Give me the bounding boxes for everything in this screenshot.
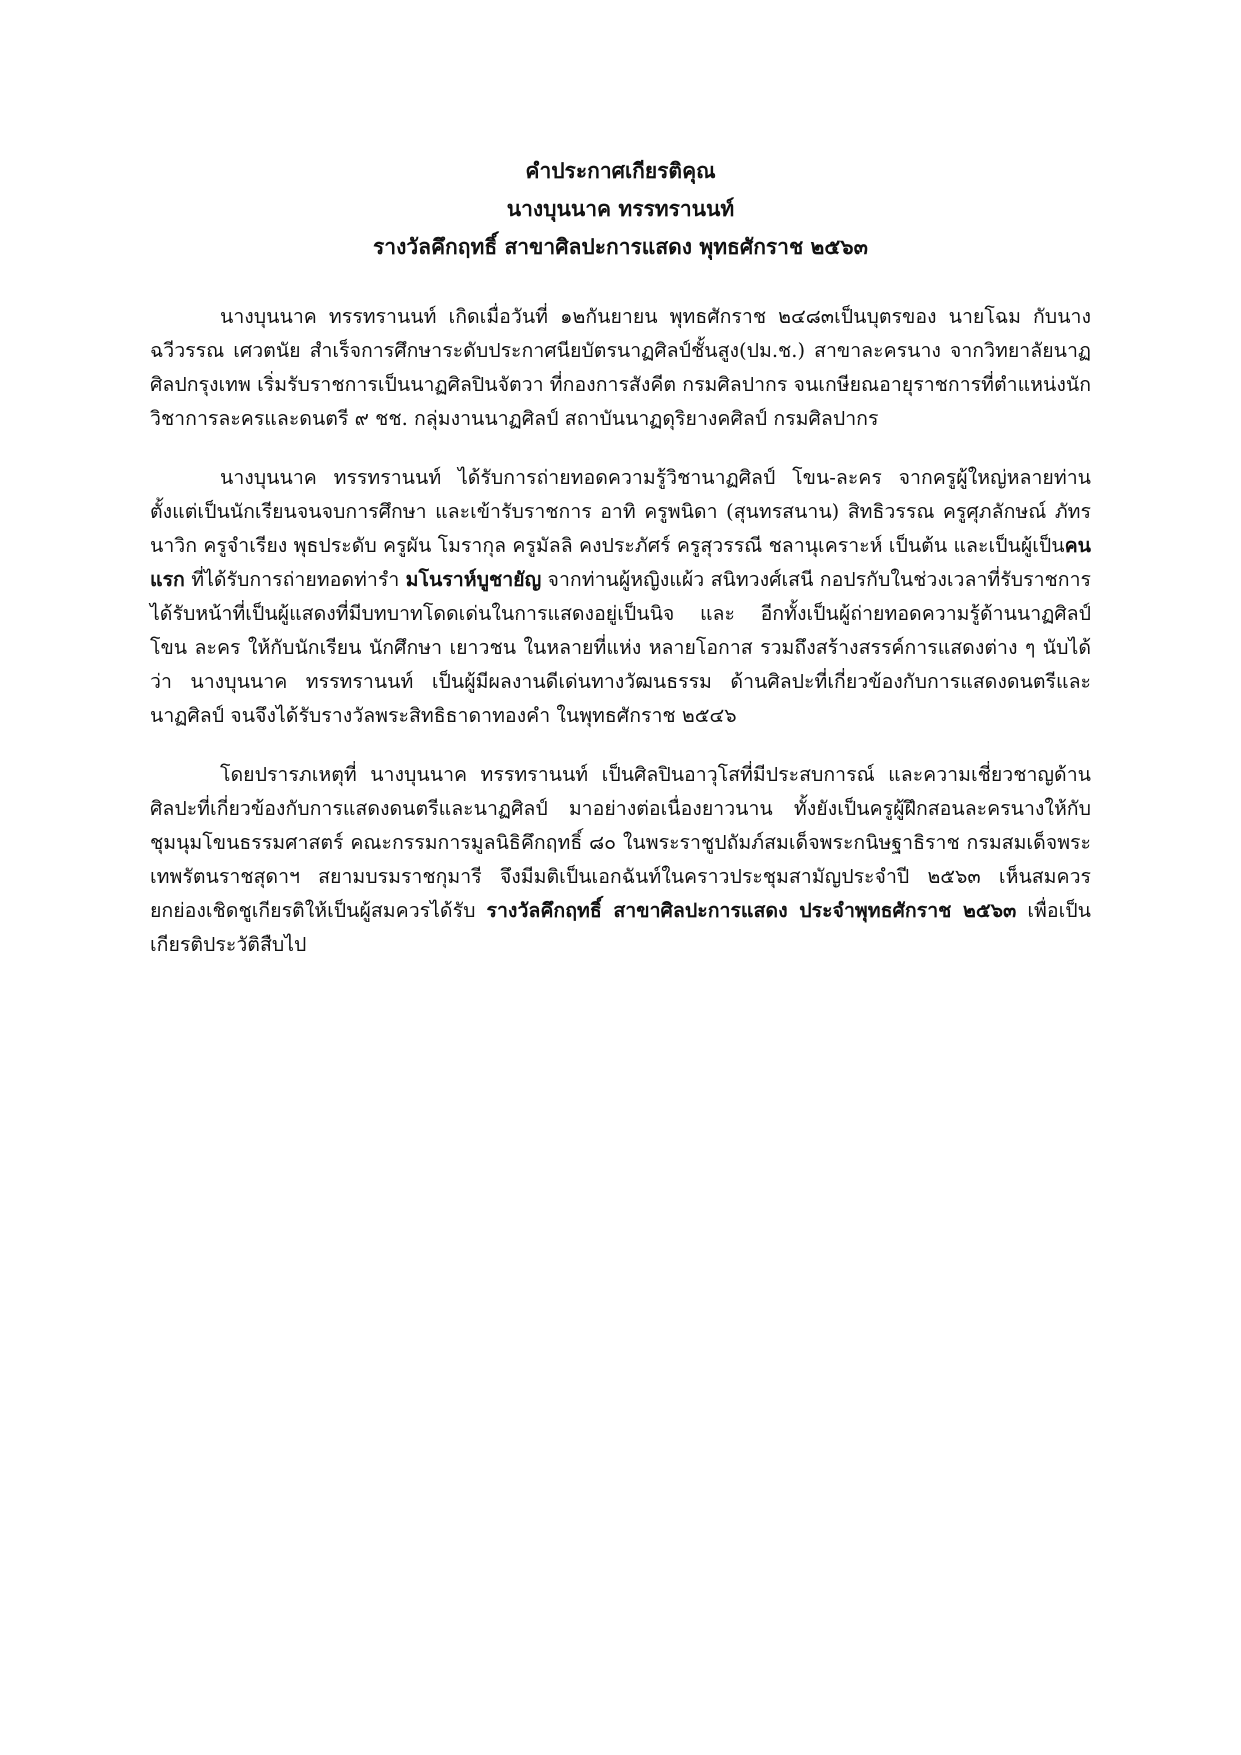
paragraph-resolution-text-1: โดยปรารภเหตุที่ นางบุนนาค ทรรทรานนท์ เป็นศิลปินอาวุโสที่มีประสบการณ์ และความเชี่ยวชาญด้านศิลปะที่เกี่ยวข้องกับการแสดงดนตรีและนาฏศิลป์ มาอย่างต่อเนื่องยาวนาน ทั้งยังเป็นครูผู้ฝึกสอนละครนางให้กับชุมนุมโขนธรรมศาสตร์ คณะกรรมการมูลนิธิคึกฤทธิ์ ๘๐ ในพระราชูปถัมภ์สมเด็จพระกนิษฐาธิราช กรมสมเด็จพระเทพรัตนราชสุดาฯ สยามบรมราชกุมารี จึงมีมติเป็นเอกฉันท์ในคราวประชุมสามัญประจำปี ๒๕๖๓ เห็นสมควรยกย่องเชิดชูเกียรติให้เป็นผู้สมควรได้รับ xyxy=(150,763,1091,922)
document-body xyxy=(150,300,1091,987)
document-title-block xyxy=(150,152,1091,266)
paragraph-training-bold-first: คนแรก xyxy=(150,534,1091,591)
paragraph-training-text-2: ที่ได้รับการถ่ายทอดท่ารำ xyxy=(184,568,406,591)
paragraph-resolution xyxy=(150,758,1091,962)
paragraph-training xyxy=(150,461,1091,733)
award-title: รางวัลคึกฤทธิ์ สาขาศิลปะการแสดง พุทธศักราช ๒๕๖๓ xyxy=(373,234,868,259)
document-title: คำประกาศเกียรติคุณ xyxy=(525,158,716,183)
paragraph-biography-text: นางบุนนาค ทรรทรานนท์ เกิดเมื่อวันที่ ๑๒กันยายน พุทธศักราช ๒๔๘๓เป็นบุตรของ นายโฉม กับนาง ฉวีวรรณ เศวตนัย สำเร็จการศึกษาระดับประกาศนียบัตรนาฏศิลป์ชั้นสูง(ปม.ช.) สาขาละครนาง จากวิทยาลัยนาฏศิลปกรุงเทพ เริ่มรับราชการเป็นนาฏศิลปินจัตวา ที่กองการสังคีต กรมศิลปากร จนเกษียณอายุราชการที่ตำแหน่งนักวิชาการละครและดนตรี ๙ ชช. กลุ่มงานนาฏศิลป์ สถาบันนาฏดุริยางคศิลป์ กรมศิลปากร xyxy=(150,305,1091,430)
honoree-name-title: นางบุนนาค ทรรทรานนท์ xyxy=(506,196,735,221)
paragraph-training-text-3: จากท่านผู้หญิงแผ้ว สนิทวงศ์เสนี กอปรกับในช่วงเวลาที่รับราชการ ได้รับหน้าที่เป็นผู้แสดงที่มีบทบาทโดดเด่นในการแสดงอยู่เป็นนิจ และ อีกทั้งเป็นผู้ถ่ายทอดความรู้ด้านนาฏศิลป์ โขน ละคร ให้กับนักเรียน นักศึกษา เยาวชน ในหลายที่แห่ง หลายโอกาส รวมถึงสร้างสรรค์การแสดงต่าง ๆ นับได้ว่า นางบุนนาค ทรรทรานนท์ เป็นผู้มีผลงานดีเด่นทางวัฒนธรรม ด้านศิลปะที่เกี่ยวข้องกับการแสดงดนตรีและนาฏศิลป์ จนจึงได้รับรางวัลพระสิทธิธาดาทองคำ ในพุทธศักราช ๒๕๔๖ xyxy=(150,568,1091,727)
paragraph-resolution-text-2: เพื่อเป็นเกียรติประวัติสืบไป xyxy=(150,899,1091,956)
paragraph-biography xyxy=(150,300,1091,436)
paragraph-training-text-1: นางบุนนาค ทรรทรานนท์ ได้รับการถ่ายทอดความรู้วิชานาฏศิลป์ โขน-ละคร จากครูผู้ใหญ่หลายท่าน ตั้งแต่เป็นนักเรียนจนจบการศึกษา และเข้ารับราชการ อาทิ ครูพนิดา (สุนทรสนาน) สิทธิวรรณ ครูศุภลักษณ์ ภัทรนาวิก ครูจำเรียง พุธประดับ ครูผัน โมรากุล ครูมัลลิ คงประภัศร์ ครูสุวรรณี ชลานุเคราะห์ เป็นต้น และเป็นผู้เป็น xyxy=(150,466,1091,557)
paragraph-training-bold-dance: มโนราห์บูชายัญ xyxy=(405,568,542,591)
paragraph-resolution-bold-award: รางวัลคึกฤทธิ์ สาขาศิลปะการแสดง ประจำพุทธศักราช ๒๕๖๓ xyxy=(486,899,1017,922)
